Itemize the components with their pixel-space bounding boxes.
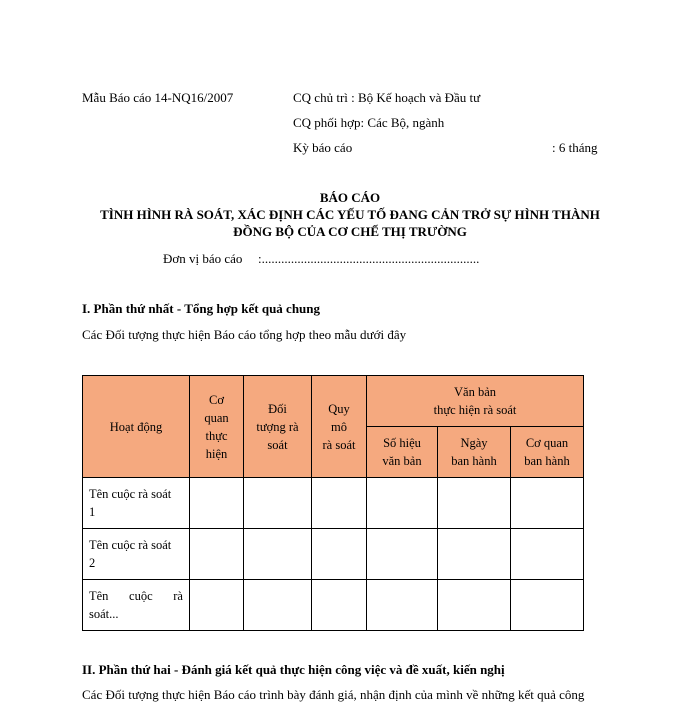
table-row	[83, 529, 584, 580]
col-header-documents: Văn bản thực hiện rà soát	[367, 376, 584, 427]
table-cell	[190, 580, 244, 631]
reporting-unit-blank: :...................................................................	[258, 251, 480, 266]
table-cell	[190, 529, 244, 580]
table-cell	[312, 529, 367, 580]
form-code: Mẫu Báo cáo 14-NQ16/2007	[82, 90, 234, 105]
section1-heading: I. Phần thứ nhất - Tổng hợp kết quả chung	[82, 301, 321, 316]
table-row	[83, 478, 584, 529]
table-cell	[511, 529, 584, 580]
row-label: Tên cuộc rà soát...	[83, 580, 190, 631]
table-cell	[511, 580, 584, 631]
section2-heading: II. Phần thứ hai - Đánh giá kết quả thực hiện công việc và đề xuất, kiến nghị	[82, 662, 505, 677]
col-header-agency: Cơ quan thực hiện	[190, 376, 244, 478]
reporting-unit-label: Đơn vị báo cáo	[163, 251, 243, 266]
report-subtitle-line1: TÌNH HÌNH RÀ SOÁT, XÁC ĐỊNH CÁC YẾU TỐ ĐANG CẢN TRỞ SỰ HÌNH THÀNH	[100, 207, 600, 222]
report-title: BÁO CÁO	[319, 190, 381, 205]
table-cell	[244, 478, 312, 529]
table-cell	[438, 580, 511, 631]
period-label: Kỳ báo cáo	[293, 140, 353, 155]
table-cell	[367, 478, 438, 529]
table-cell	[367, 529, 438, 580]
table-cell	[244, 529, 312, 580]
table-cell	[438, 529, 511, 580]
col-header-issue-date: Ngày ban hành	[438, 427, 511, 478]
col-header-issuing-agency: Cơ quan ban hành	[511, 427, 584, 478]
report-subtitle-line2: ĐỒNG BỘ CỦA CƠ CHẾ THỊ TRƯỜNG	[233, 224, 467, 239]
table-cell	[312, 580, 367, 631]
section1-intro: Các Đối tượng thực hiện Báo cáo tổng hợp theo mẫu dưới đây	[82, 327, 407, 342]
col-header-doc-number: Số hiệu văn bản	[367, 427, 438, 478]
period-value: : 6 tháng	[552, 140, 598, 155]
col-header-scale: Quy mô rà soát	[312, 376, 367, 478]
col-header-subjects: Đối tượng rà soát	[244, 376, 312, 478]
section2-intro: Các Đối tượng thực hiện Báo cáo trình bày đánh giá, nhận định của mình về những kết quả công	[82, 687, 585, 702]
col-header-activity: Hoạt động	[83, 376, 190, 478]
row-label: Tên cuộc rà soát 1	[83, 478, 190, 529]
row-label: Tên cuộc rà soát 2	[83, 529, 190, 580]
table-cell	[244, 580, 312, 631]
table-cell	[511, 478, 584, 529]
table-cell	[438, 478, 511, 529]
table-cell	[367, 580, 438, 631]
report-table	[82, 375, 584, 631]
table-cell	[190, 478, 244, 529]
coordinating-agency: CQ phối hợp: Các Bộ, ngành	[293, 115, 445, 130]
table-cell	[312, 478, 367, 529]
table-row	[83, 580, 584, 631]
lead-agency: CQ chủ trì : Bộ Kế hoạch và Đầu tư	[293, 90, 481, 105]
